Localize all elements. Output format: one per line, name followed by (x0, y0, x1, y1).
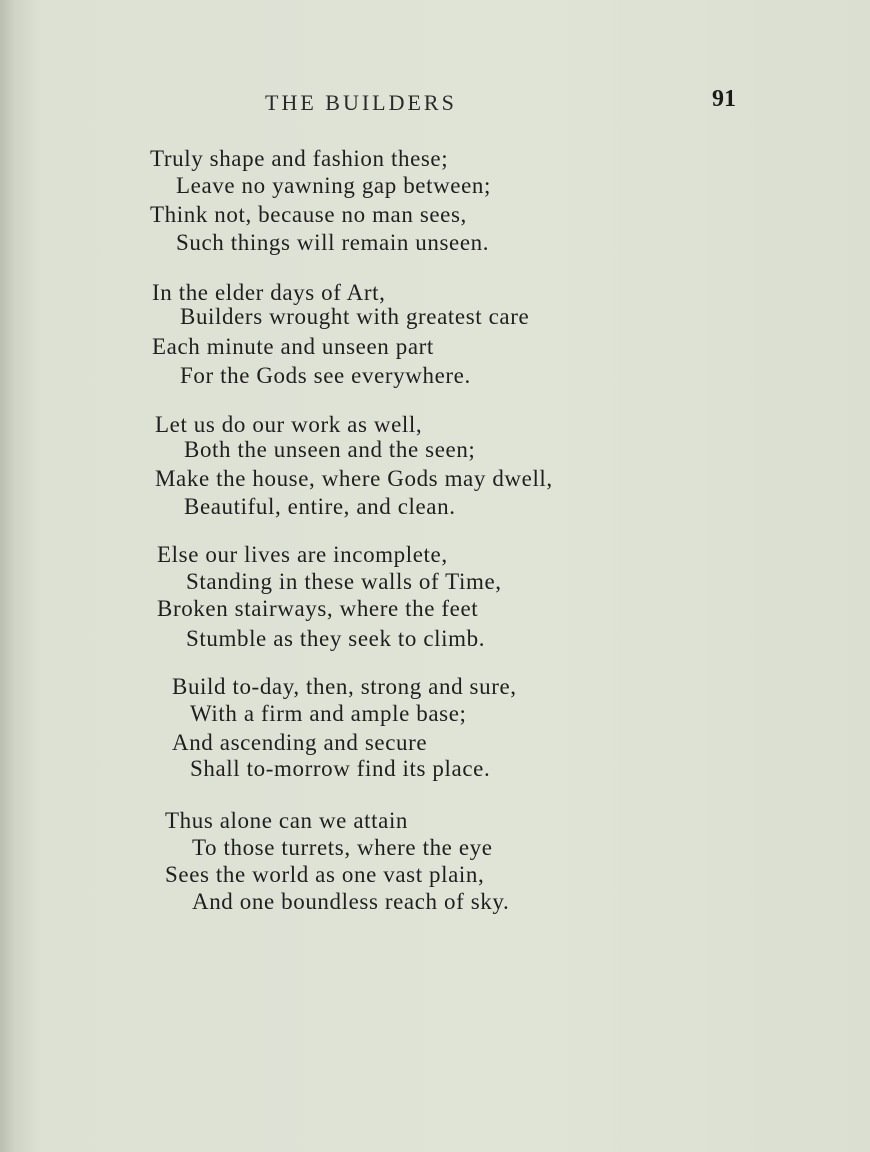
poem-line: Sees the world as one vast plain, (165, 862, 485, 887)
poem-line: Else our lives are incomplete, (157, 542, 448, 567)
poem-line: Builders wrought with greatest care (180, 304, 530, 329)
poem-line: Make the house, where Gods may dwell, (155, 466, 553, 491)
poem-line: Truly shape and fashion these; (150, 146, 449, 171)
page-number: 91 (712, 86, 736, 112)
poem-line: For the Gods see everywhere. (180, 363, 471, 388)
poem-line: Both the unseen and the seen; (184, 437, 476, 462)
poem-line: With a firm and ample base; (190, 701, 467, 726)
poem-line: Stumble as they seek to climb. (186, 626, 486, 651)
poem-line: Standing in these walls of Time, (186, 569, 502, 594)
poem-line: And one boundless reach of sky. (192, 889, 510, 914)
poem-line: Let us do our work as well, (155, 412, 423, 437)
poem-line: Broken stairways, where the feet (157, 596, 479, 621)
poem-line: Such things will remain unseen. (176, 230, 490, 255)
poem-line: Build to-day, then, strong and sure, (172, 674, 517, 699)
poem-line: To those turrets, where the eye (192, 835, 493, 860)
poem-line: Shall to-morrow find its place. (190, 756, 491, 781)
poem-line: Think not, because no man sees, (150, 202, 467, 227)
page-title: THE BUILDERS (265, 90, 457, 115)
poem-line: Thus alone can we attain (165, 808, 409, 833)
poem-line: In the elder days of Art, (152, 280, 386, 305)
poem-line: And ascending and secure (172, 730, 428, 755)
poem-line: Each minute and unseen part (152, 334, 434, 359)
poem-line: Leave no yawning gap between; (176, 173, 492, 198)
poem-line: Beautiful, entire, and clean. (184, 494, 456, 519)
